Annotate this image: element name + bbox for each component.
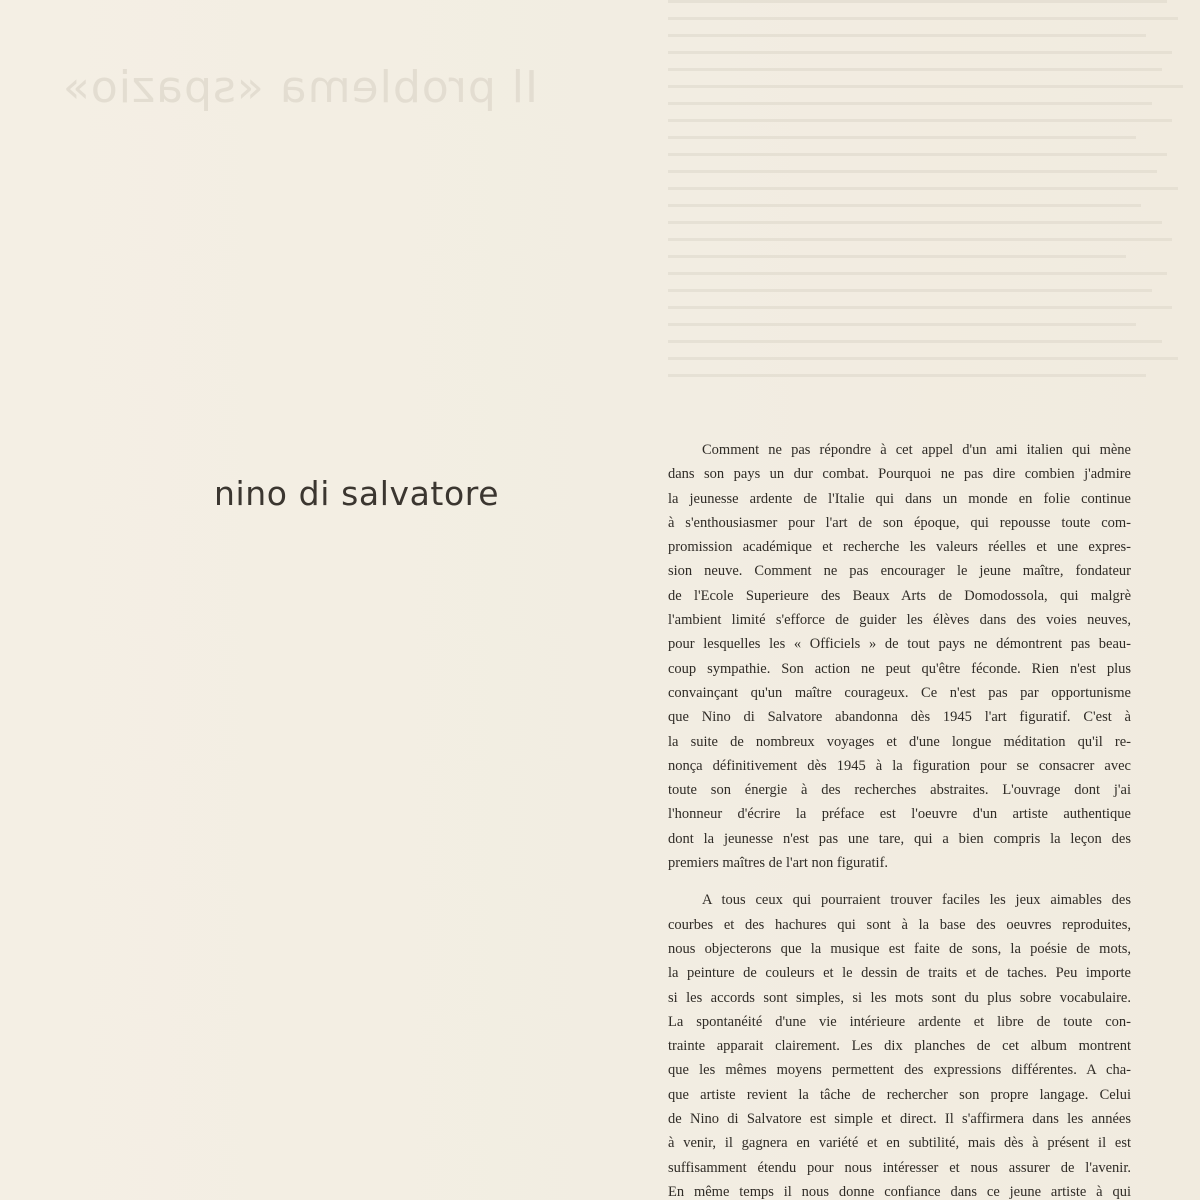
text-line: l'ambient limité s'efforce de guider les élèves dans des voies neuves, bbox=[668, 612, 1131, 629]
text-line: toute son énergie à des recherches abstraites. L'ouvrage dont j'ai bbox=[668, 782, 1131, 799]
text-line: pour lesquelles les « Officiels » de tout pays ne démontrent pas beau- bbox=[668, 636, 1131, 653]
paragraph bbox=[668, 438, 1131, 875]
text-line: convainçant qu'un maître courageux. Ce n'est pas par opportunisme bbox=[668, 684, 1131, 701]
text-line: suffisamment étendu pour nous intéresser et nous assurer de l'avenir. bbox=[668, 1159, 1131, 1176]
text-line: si les accords sont simples, si les mots sont du plus sobre vocabulaire. bbox=[668, 989, 1131, 1006]
text-line: trainte apparait clairement. Les dix planches de cet album montrent bbox=[668, 1038, 1131, 1055]
text-line: coup sympathie. Son action ne peut qu'être féconde. Rien n'est plus bbox=[668, 660, 1131, 677]
text-line: premiers maîtres de l'art non figuratif. bbox=[668, 855, 889, 872]
text-line: à s'enthousiasmer pour l'art de son époque, qui repousse toute com- bbox=[668, 514, 1131, 531]
text-line: la peinture de couleurs et le dessin de traits et de taches. Peu importe bbox=[668, 965, 1131, 982]
text-line: que artiste revient la tâche de rechercher son propre langage. Celui bbox=[668, 1086, 1131, 1103]
text-line: sion neuve. Comment ne pas encourager le jeune maître, fondateur bbox=[668, 563, 1131, 580]
author-name: nino di salvatore bbox=[214, 474, 500, 513]
text-line: la jeunesse ardente de l'Italie qui dans un monde en folie continue bbox=[668, 490, 1131, 507]
text-line: La spontanéité d'une vie intérieure ardente et libre de toute con- bbox=[668, 1013, 1131, 1030]
text-line: courbes et des hachures qui sont à la base des oeuvres reproduites, bbox=[668, 916, 1131, 933]
text-line: A tous ceux qui pourraient trouver faciles les jeux aimables des bbox=[702, 892, 1131, 909]
text-line: de Nino di Salvatore est simple et direct. Il s'affirmera dans les années bbox=[668, 1111, 1131, 1128]
text-line: promission académique et recherche les valeurs réelles et une expres- bbox=[668, 539, 1131, 556]
text-line: l'honneur d'écrire la préface est l'oeuvre d'un artiste authentique bbox=[668, 806, 1131, 823]
text-line: dont la jeunesse n'est pas une tare, qui a bien compris la leçon des bbox=[668, 830, 1131, 847]
preface-text bbox=[668, 438, 1131, 1200]
text-line: dans son pays un dur combat. Pourquoi ne pas dire combien j'admire bbox=[668, 466, 1131, 483]
paragraph bbox=[668, 888, 1131, 1200]
text-line: nonça définitivement dès 1945 à la figuration pour se consacrer avec bbox=[668, 757, 1131, 774]
text-line: que les mêmes moyens permettent des expressions différentes. A cha- bbox=[668, 1062, 1131, 1079]
text-line: de l'Ecole Superieure des Beaux Arts de Domodossola, qui malgrè bbox=[668, 587, 1131, 604]
text-line: Comment ne pas répondre à cet appel d'un ami italien qui mène bbox=[702, 442, 1131, 458]
text-line: à venir, il gagnera en variété et en subtilité, mais dès à présent il est bbox=[668, 1135, 1131, 1152]
bleed-through-heading: Il problema «spazio» bbox=[61, 62, 538, 113]
text-line: la suite de nombreux voyages et d'une longue méditation qu'il re- bbox=[668, 733, 1131, 750]
text-line: En même temps il nous donne confiance dans ce jeune artiste à qui bbox=[668, 1183, 1131, 1200]
text-line: nous objecterons que la musique est faite de sons, la poésie de mots, bbox=[668, 940, 1131, 957]
text-line: que Nino di Salvatore abandonna dès 1945 l'art figuratif. C'est à bbox=[668, 709, 1131, 726]
bleed-through-text bbox=[668, 0, 1188, 390]
